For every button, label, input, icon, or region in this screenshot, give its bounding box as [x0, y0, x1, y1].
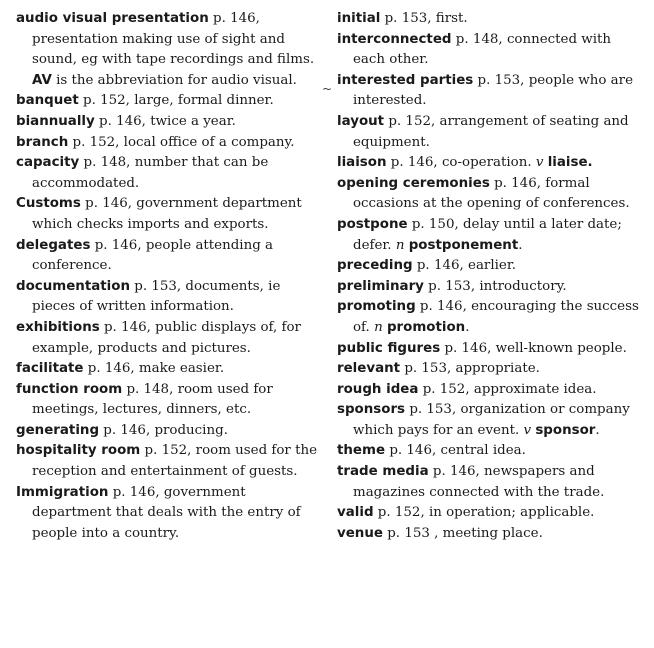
glossary-definition: p. 146, newspapers and magazines connected with the trade.	[353, 464, 605, 500]
glossary-entry	[16, 359, 318, 380]
glossary-entry	[16, 318, 318, 359]
glossary-entry	[16, 9, 318, 91]
glossary-term: documentation	[16, 278, 130, 294]
glossary-entry	[16, 380, 318, 421]
glossary-entry	[337, 297, 643, 338]
glossary-term: banquet	[16, 93, 79, 109]
glossary-term: layout	[337, 113, 385, 129]
glossary-definition: p. 146, presentation making use of sight and sound, eg with tape recordings and films. AV is the abbreviation for audio visual.	[32, 11, 315, 88]
glossary-term: relevant	[337, 361, 401, 377]
glossary-definition: p. 152, local office of a company.	[72, 134, 295, 150]
glossary-definition: p. 153, first.	[384, 11, 468, 26]
glossary-definition: p. 148, room used for meetings, lectures, dinners, etc.	[32, 381, 273, 418]
glossary-definition: p. 150, delay until a later date; defer. n postponement.	[353, 216, 622, 253]
glossary-definition: p. 152, arrangement of seating and equipment.	[353, 113, 629, 150]
glossary-term: liaison	[337, 155, 387, 171]
glossary-definition: p. 146, co-operation. v liaise.	[390, 155, 593, 171]
glossary-entry	[337, 277, 643, 298]
glossary-definition: p. 152, large, formal dinner.	[83, 93, 274, 109]
glossary-term: interested parties	[337, 72, 474, 88]
glossary-entry	[337, 400, 643, 441]
glossary-entry	[337, 215, 643, 256]
glossary-term: branch	[16, 134, 69, 150]
glossary-definition: p. 153, documents, ie pieces of written information.	[32, 278, 281, 315]
glossary-entry	[337, 380, 643, 401]
glossary-term: interconnected	[337, 31, 452, 47]
glossary-entry	[337, 9, 643, 30]
glossary-entry	[16, 483, 318, 545]
glossary-entry	[16, 133, 318, 154]
glossary-entry	[337, 524, 643, 545]
glossary-entry	[337, 112, 643, 153]
glossary-definition: p. 152, approximate idea.	[422, 381, 597, 397]
glossary-definition: p. 146, make easier.	[87, 361, 225, 377]
glossary-definition: p. 146, encouraging the success of. n promotion.	[353, 299, 639, 335]
glossary-term: valid	[337, 505, 374, 521]
glossary-entry	[337, 153, 643, 174]
glossary-definition: p. 146, government department which checks imports and exports.	[32, 196, 302, 232]
glossary-entry	[16, 236, 318, 277]
glossary-entry	[16, 194, 318, 235]
glossary-term: preliminary	[337, 278, 424, 294]
glossary-definition: p. 153 , meeting place.	[387, 525, 543, 541]
glossary-entry	[337, 174, 643, 215]
glossary-left-column	[16, 9, 318, 544]
glossary-definition: p. 146, earlier.	[416, 258, 517, 274]
glossary-definition: p. 146, people attending a conference.	[32, 237, 274, 274]
glossary-definition: p. 152, in operation; applicable.	[377, 505, 595, 521]
glossary-entry	[16, 112, 318, 133]
glossary-definition: p. 146, public displays of, for example, products and pictures.	[32, 319, 301, 356]
glossary-term: function room	[16, 381, 123, 397]
glossary-term: preceding	[337, 258, 413, 274]
glossary-definition: p. 153, appropriate.	[404, 361, 540, 377]
glossary-definition: p. 146, formal occasions at the opening of conferences.	[353, 175, 630, 212]
glossary-entry	[16, 441, 318, 482]
glossary-entry	[337, 71, 643, 112]
glossary-entry	[16, 421, 318, 442]
glossary-term: Customs	[16, 196, 81, 212]
glossary-term: venue	[337, 525, 383, 541]
glossary-definition: p. 153, introductory.	[428, 278, 567, 294]
glossary-entry	[337, 30, 643, 71]
glossary-entry	[16, 153, 318, 194]
glossary-term: public figures	[337, 340, 441, 356]
glossary-right-column	[337, 9, 643, 544]
glossary-definition: p. 148, connected with each other.	[353, 31, 612, 68]
glossary-term: opening ceremonies	[337, 175, 490, 191]
glossary-definition: p. 146, government department that deals with the entry of people into a country.	[32, 484, 301, 541]
glossary-entry	[337, 462, 643, 503]
glossary-term: facilitate	[16, 361, 84, 377]
glossary-term: audio visual presentation	[16, 11, 209, 26]
margin-mark: ~	[322, 82, 333, 96]
glossary-term: exhibitions	[16, 319, 100, 335]
glossary-term: hospitality room	[16, 443, 141, 459]
glossary-term: capacity	[16, 155, 80, 171]
glossary-term: promoting	[337, 299, 416, 315]
glossary-definition: p. 146, well-known people.	[444, 340, 627, 356]
glossary-term: Immigration	[16, 484, 109, 500]
glossary-term: biannually	[16, 113, 95, 129]
glossary-term: rough idea	[337, 381, 419, 397]
glossary-entry	[16, 91, 318, 112]
glossary-entry	[16, 277, 318, 318]
glossary-definition: p. 146, twice a year.	[99, 113, 236, 129]
glossary-entry	[337, 441, 643, 462]
glossary-entry	[337, 339, 643, 360]
glossary-term: delegates	[16, 237, 91, 253]
glossary-definition: p. 146, central idea.	[389, 443, 526, 459]
glossary-term: initial	[337, 11, 381, 26]
glossary-entry	[337, 503, 643, 524]
glossary-term: theme	[337, 443, 386, 459]
glossary-definition: p. 153, organization or company which pays for an event. v sponsor.	[353, 402, 630, 438]
glossary-definition: p. 152, room used for the reception and entertainment of guests.	[32, 443, 318, 480]
glossary-term: generating	[16, 422, 100, 438]
glossary-definition: p. 153, people who are interested.	[353, 72, 633, 109]
glossary-term: sponsors	[337, 402, 406, 418]
glossary-entry	[337, 256, 643, 277]
glossary-entry	[337, 359, 643, 380]
glossary-definition: p. 148, number that can be accommodated.	[32, 155, 269, 191]
glossary-term: postpone	[337, 216, 408, 232]
glossary-term: trade media	[337, 464, 429, 480]
glossary-definition: p. 146, producing.	[103, 422, 228, 438]
